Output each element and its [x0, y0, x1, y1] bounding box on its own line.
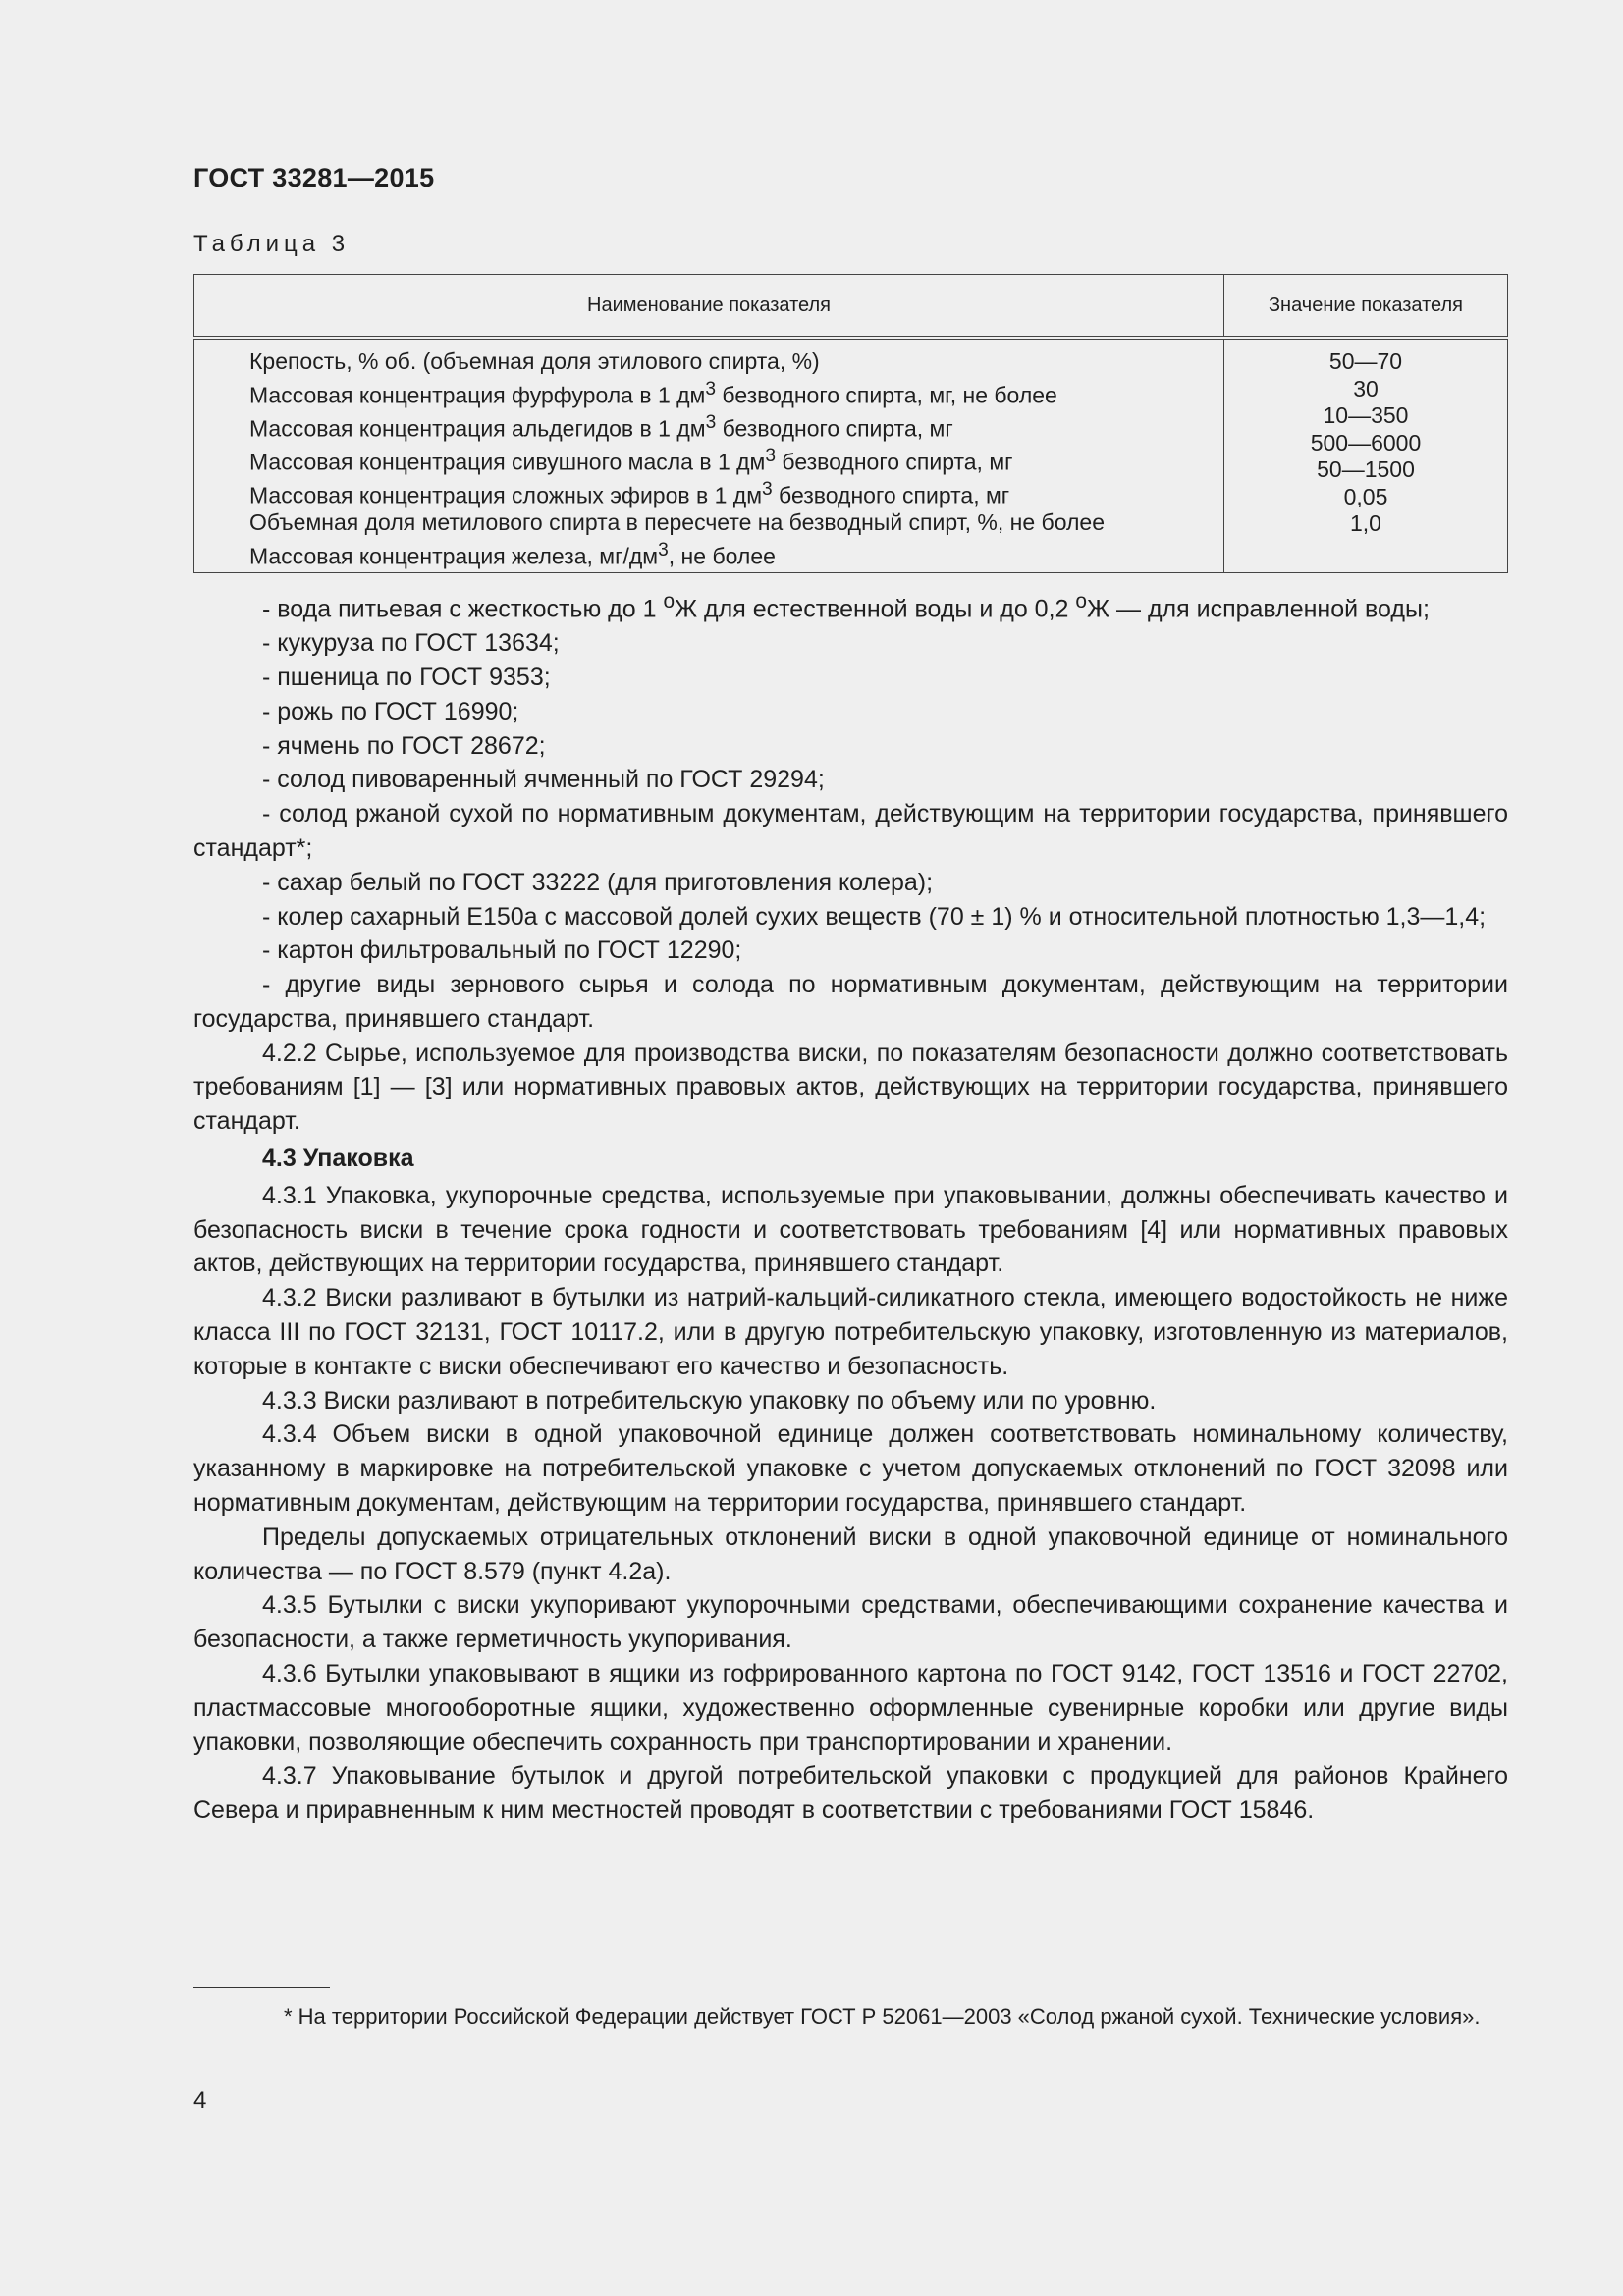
list-item: - сахар белый по ГОСТ 33222 (для приготовления колера); — [262, 868, 934, 896]
table-body-row — [194, 338, 1508, 572]
list-item: - пшеница по ГОСТ 9353; — [262, 663, 551, 691]
paragraph-4-3-4: 4.3.4 Объем виски в одной упаковочной единице должен соответствовать номинальному количеству, указанному в маркировке на потребительской упаковке с учетом допускаемых отклонений по ГОСТ 32098 или нормативным документам, действующим на территории государства, принявшего стандарт. — [193, 1420, 1508, 1518]
column-header-name: Наименование показателя — [194, 275, 1224, 339]
indicator-value: 10—350 — [1323, 402, 1409, 428]
indicator-name: Массовая концентрация фурфурола в 1 $дм^3$ безводного спирта, мг, не более — [249, 378, 1057, 408]
indicator-value: 30 — [1353, 375, 1379, 401]
table-caption: Таблица 3 — [193, 231, 351, 257]
paragraph-4-2-2: 4.2.2 Сырье, используемое для производства виски, по показателям безопасности должно соответствовать требованиям [1] — [3] или нормативных правовых актов, действующих на территории государства, принявшего стандарт. — [193, 1039, 1508, 1136]
list-item: - вода питьевая с жесткостью до 1 $^о$Ж для естественной воды и до 0,2 $^о$Ж — для исправленной воды; — [262, 590, 1430, 623]
list-item: - ячмень по ГОСТ 28672; — [262, 731, 546, 760]
indicator-name: Массовая концентрация сивушного масла в 1 $дм^3$ безводного спирта, мг — [249, 445, 1013, 475]
paragraph-4-3-6: 4.3.6 Бутылки упаковывают в ящики из гофрированного картона по ГОСТ 9142, ГОСТ 13516 и ГОСТ 22702, пластмассовые многооборотные ящики, художественно оформленные сувенирные коробки или другие виды упаковки, позволяющие обеспечить сохранность при транспортировании и хранении. — [193, 1660, 1508, 1756]
list-item: - солод ржаной сухой по нормативным документам, действующим на территории государства, принявшего стандарт*; — [193, 800, 1508, 862]
indicator-name: Массовая концентрация сложных эфиров в 1 $дм^3$ безводного спирта, мг — [249, 478, 1010, 508]
list-item: - колер сахарный Е150а с массовой долей сухих веществ (70 ± 1) % и относительной плотностью 1,3—1,4; — [262, 902, 1487, 931]
indicator-name: Крепость, % об. (объемная доля этилового спирта, %) — [249, 348, 820, 374]
indicator-value: 1,0 — [1350, 510, 1381, 536]
list-item: - картон фильтровальный по ГОСТ 12290; — [262, 936, 742, 965]
body-text — [193, 585, 1508, 1828]
indicator-name: Объемная доля метилового спирта в пересчете на безводный спирт, %, не более — [249, 509, 1105, 536]
indicator-value: 500—6000 — [1310, 429, 1422, 455]
table-header-row — [194, 275, 1508, 339]
footnote-divider — [193, 1987, 330, 1988]
paragraph-4-3-5: 4.3.5 Бутылки с виски укупоривают укупорочными средствами, обеспечивающими сохранение качества и безопасности, а также герметичность укупоривания. — [193, 1591, 1508, 1654]
indicator-names-cell — [194, 338, 1224, 572]
paragraph-4-3-7: 4.3.7 Упаковывание бутылок и другой потребительской упаковки с продукцией для районов Крайнего Севера и приравненным к ним местностей проводят в соответствии с требованиями ГОСТ 15846. — [193, 1762, 1508, 1825]
page-number: 4 — [193, 2087, 207, 2113]
column-header-value: Значение показателя — [1224, 275, 1508, 339]
section-heading-4-3: 4.3 Упаковка — [262, 1145, 414, 1173]
indicator-values-cell — [1224, 338, 1508, 572]
footnote: * На территории Российской Федерации действует ГОСТ Р 52061—2003 «Солод ржаной сухой. Технические условия». — [284, 2004, 1481, 2029]
indicator-value: 50—1500 — [1317, 456, 1415, 482]
list-item: - другие виды зернового сырья и солода по нормативным документам, действующим на территории государства, принявшего стандарт. — [193, 971, 1508, 1033]
indicator-name: Массовая концентрация альдегидов в 1 $дм^3$ безводного спирта, мг — [249, 411, 953, 442]
list-item: - солод пивоваренный ячменный по ГОСТ 29294; — [262, 766, 825, 794]
indicator-value: 50—70 — [1328, 348, 1403, 374]
indicator-name: Массовая концентрация железа, $мг/дм^3$, не более — [249, 539, 776, 569]
list-item: - рожь по ГОСТ 16990; — [262, 697, 519, 725]
paragraph-4-3-1: 4.3.1 Упаковка, укупорочные средства, используемые при упаковывании, должны обеспечивать качество и безопасность виски в течение срока годности и соответствовать требованиям [4] или нормативных правовых актов, действующих на территории государства, принявшего стандарт. — [193, 1181, 1508, 1278]
page-header-standard: ГОСТ 33281—2015 — [193, 163, 435, 192]
list-item: - кукуруза по ГОСТ 13634; — [262, 629, 560, 658]
indicators-table — [193, 274, 1508, 573]
paragraph-4-3-2: 4.3.2 Виски разливают в бутылки из натрий-кальций-силикатного стекла, имеющего водостойкость не ниже класса III по ГОСТ 32131, ГОСТ 10117.2, или в другую потребительскую упаковку, изготовленную из материалов, которые в контакте с виски обеспечивают его качество и безопасность. — [193, 1284, 1508, 1380]
paragraph-4-3-3: 4.3.3 Виски разливают в потребительскую упаковку по объему или по уровню. — [262, 1386, 1157, 1415]
paragraph-limits: Пределы допускаемых отрицательных отклонений виски в одной упаковочной единице от номинального количества — по ГОСТ 8.579 (пункт 4.2а). — [193, 1522, 1508, 1585]
indicator-value: 0,05 — [1343, 483, 1388, 509]
